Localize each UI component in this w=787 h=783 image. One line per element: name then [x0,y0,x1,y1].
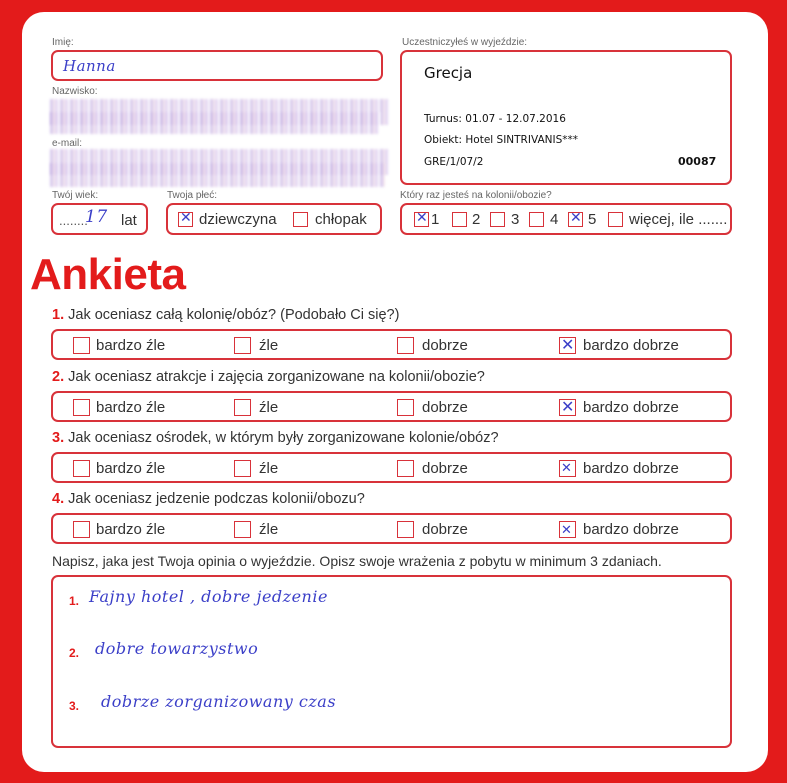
rating-1-zle[interactable] [234,337,251,354]
times-option-2: 2 [472,211,481,228]
age-label: Twój wiek: [52,190,99,201]
rating-2-bardzo-zle[interactable] [73,399,90,416]
gender-checkbox-male[interactable] [293,212,308,227]
opinion-prompt: Napisz, jaka jest Twoja opinia o wyjeździe. Opisz swoje wrażenia z pobytu w minimum 3 zdaniach. [52,553,662,569]
surname-label: Nazwisko: [52,86,98,97]
gender-field [166,203,382,235]
rating-label: dobrze [422,460,468,477]
rating-label: bardzo dobrze [583,399,679,416]
times-checkbox-2[interactable] [452,212,467,227]
rating-label: źle [259,460,279,477]
gender-checkbox-female[interactable] [178,212,193,227]
trip-object: Obiekt: Hotel SINTRIVANIS*** [424,134,579,146]
times-checkbox-more[interactable] [608,212,623,227]
times-checkbox-4[interactable] [529,212,544,227]
times-option-more: więcej, ile ....... [629,211,728,228]
gender-option-male: chłopak [315,211,367,228]
rating-label: bardzo dobrze [583,460,679,477]
times-checkbox-5[interactable] [568,212,583,227]
name-field[interactable] [51,50,383,81]
check-mark-icon: ✕ [570,210,582,226]
age-value: 17 [85,207,108,227]
question-1: 1. Jak oceniasz całą kolonię/obóz? (Podobało Ci się?) [52,307,400,323]
check-mark-icon: ✕ [180,210,192,226]
rating-label: bardzo źle [96,337,166,354]
rating-4-zle[interactable] [234,521,251,538]
times-field [400,203,732,235]
surname-redacted-2 [50,112,380,134]
rating-label: źle [259,337,279,354]
rating-label: dobrze [422,399,468,416]
age-prefix: ........ [59,213,88,228]
age-suffix: lat [121,212,137,229]
check-mark-icon: ✕ [561,397,575,416]
times-checkbox-3[interactable] [490,212,505,227]
times-label: Który raz jesteś na kolonii/obozie? [400,190,552,201]
trip-card [400,50,732,185]
name-value: Hanna [63,57,116,75]
times-checkbox-1[interactable] [414,212,429,227]
rating-label: bardzo źle [96,399,166,416]
trip-turnus: Turnus: 01.07 - 12.07.2016 [424,113,566,125]
gender-label: Twoja płeć: [167,190,218,201]
question-3: 3. Jak oceniasz ośrodek, w którym były zorganizowane kolonie/obóz? [52,430,499,446]
check-mark-icon: ✕ [561,523,572,538]
rating-label: bardzo dobrze [583,337,679,354]
answer-3-text: dobrze zorganizowany czas [101,692,337,711]
rating-label: bardzo źle [96,460,166,477]
times-option-5: 5 [588,211,597,228]
times-option-4: 4 [550,211,559,228]
email-redacted-2 [50,163,385,187]
rating-row-3 [51,452,732,483]
rating-label: źle [259,521,279,538]
rating-4-bardzo-zle[interactable] [73,521,90,538]
rating-3-dobrze[interactable] [397,460,414,477]
rating-1-dobrze[interactable] [397,337,414,354]
rating-3-zle[interactable] [234,460,251,477]
rating-label: bardzo dobrze [583,521,679,538]
rating-label: dobrze [422,521,468,538]
opinion-field[interactable] [51,575,732,748]
rating-2-dobrze[interactable] [397,399,414,416]
question-2: 2. Jak oceniasz atrakcje i zajęcia zorganizowane na kolonii/obozie? [52,369,485,385]
rating-3-bardzo-zle[interactable] [73,460,90,477]
check-mark-icon: ✕ [561,461,572,476]
name-label: Imię: [52,37,74,48]
answer-3-number: 3. [69,699,80,713]
age-field[interactable] [51,203,148,235]
check-mark-icon: ✕ [561,335,575,354]
rating-label: źle [259,399,279,416]
trip-code: GRE/1/07/2 [424,156,484,168]
rating-1-bardzo-zle[interactable] [73,337,90,354]
survey-title: Ankieta [30,250,186,299]
rating-4-dobrze[interactable] [397,521,414,538]
rating-row-4 [51,513,732,544]
rating-4-bardzo-dobrze[interactable] [559,521,576,538]
rating-1-bardzo-dobrze[interactable] [559,337,576,354]
rating-2-bardzo-dobrze[interactable] [559,399,576,416]
rating-3-bardzo-dobrze[interactable] [559,460,576,477]
trip-number: 00087 [678,155,717,168]
answer-1-number: 1. [69,594,80,608]
times-option-3: 3 [511,211,520,228]
rating-label: dobrze [422,337,468,354]
trip-destination: Grecja [424,64,473,82]
question-4: 4. Jak oceniasz jedzenie podczas kolonii/obozu? [52,491,365,507]
answer-1-text: Fajny hotel , dobre jedzenie [89,587,328,606]
rating-label: bardzo źle [96,521,166,538]
gender-option-female: dziewczyna [199,211,277,228]
rating-2-zle[interactable] [234,399,251,416]
times-option-1: 1 [431,211,440,228]
email-label: e-mail: [52,138,83,149]
rating-row-1 [51,329,732,360]
answer-2-number: 2. [69,646,80,660]
rating-row-2 [51,391,732,422]
answer-2-text: dobre towarzystwo [95,639,259,658]
participant-label: Uczestniczyłeś w wyjeździe: [402,37,528,48]
check-mark-icon: ✕ [416,210,428,226]
